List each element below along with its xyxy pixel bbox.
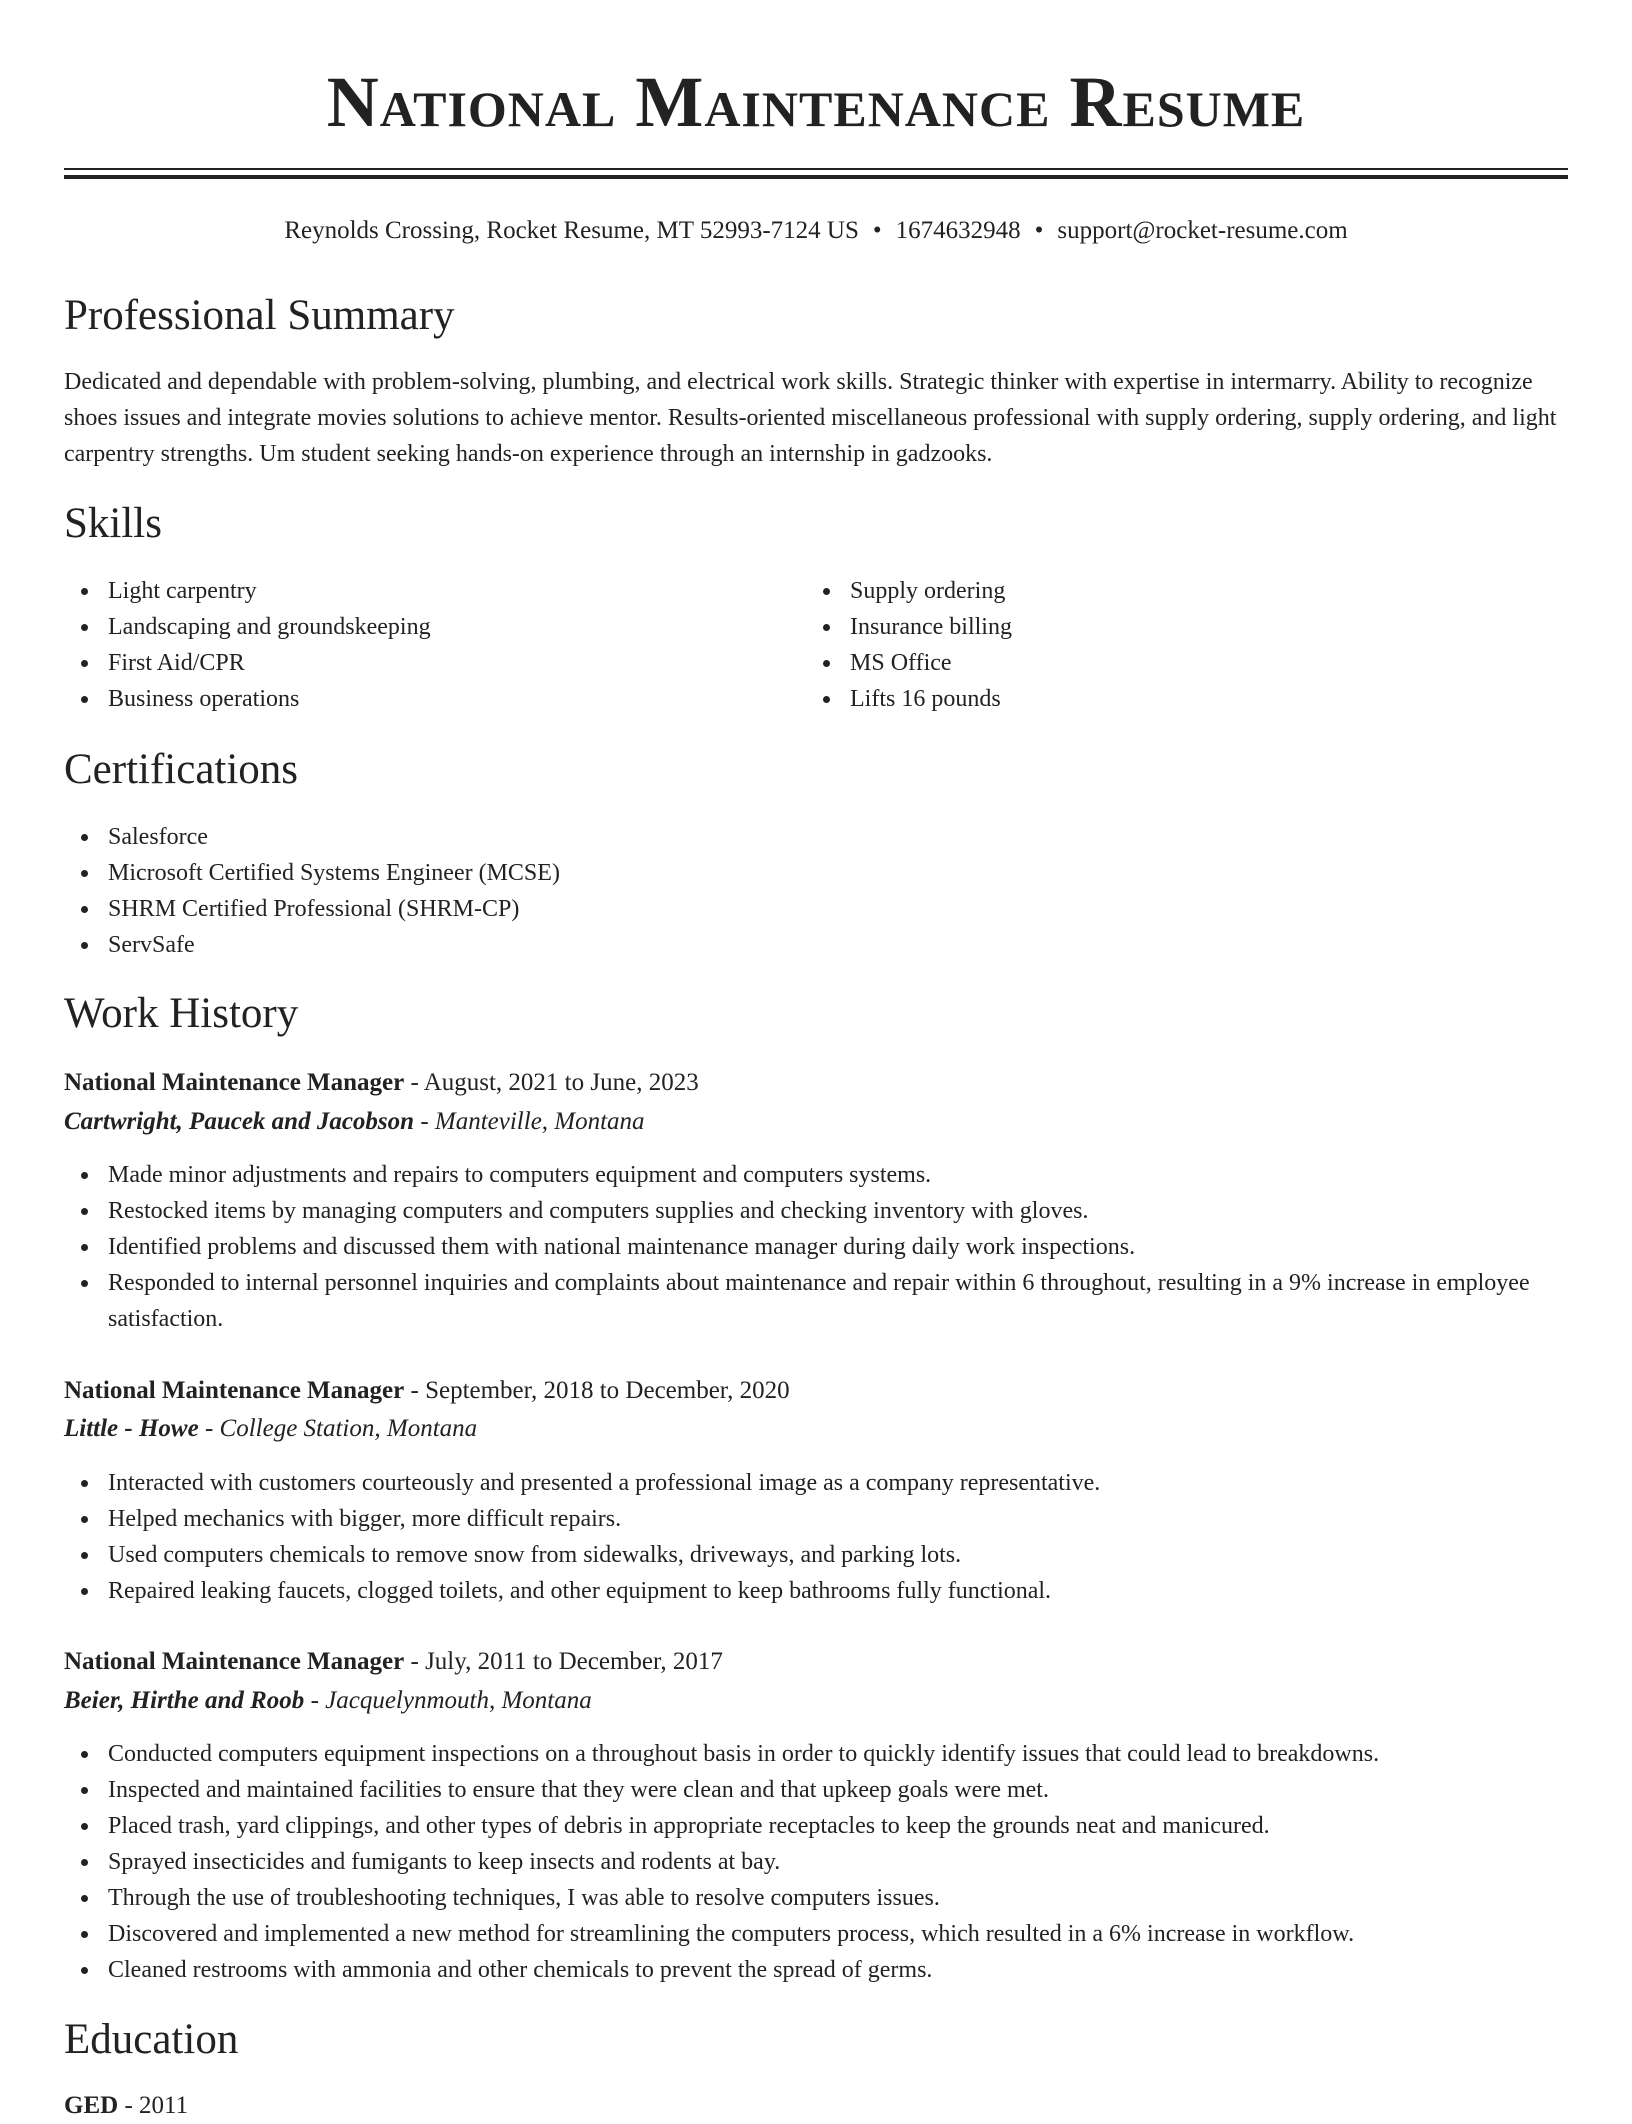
job-duty-item: Restocked items by managing computers and computers supplies and checking inventory with gloves. [64,1193,1568,1229]
job-company-line: Cartwright, Paucek and Jacobson - Manteville, Montana [64,1108,645,1135]
job-company: Cartwright, Paucek and Jacobson [64,1108,415,1135]
job-duty-item: Responded to internal personnel inquiries and complaints about maintenance and repair within 6 throughout, resulting in a 9% increase in employee satisfaction. [64,1265,1568,1337]
job-dates: August, 2021 to June, 2023 [423,1069,699,1096]
job-company-line: Little - Howe - College Station, Montana [64,1415,478,1442]
job-duty-item: Identified problems and discussed them with national maintenance manager during daily work inspections. [64,1229,1568,1265]
skills-list-right [806,573,1546,717]
skill-item: MS Office [806,645,1546,681]
job-location: Manteville, Montana [434,1108,645,1135]
job-duties-list [64,1157,1568,1337]
title-divider-thin [64,168,1568,170]
resume-title: National Maintenance Resume [326,62,1306,142]
job-duty-item: Conducted computers equipment inspections on a throughout basis in order to quickly identify issues that could lead to breakdowns. [64,1736,1568,1772]
job-location: Jacquelynmouth, Montana [325,1687,592,1714]
skill-item: Insurance billing [806,609,1546,645]
certification-item: Salesforce [64,819,1568,855]
certification-item: ServSafe [64,927,1568,963]
work-history-heading: Work History [64,990,299,1037]
skill-item: Lifts 16 pounds [806,681,1546,717]
education-line: GED - 2011 [64,2092,189,2119]
education-degree: GED [64,2092,119,2119]
job-title: National Maintenance Manager [64,1648,405,1675]
skill-item: Supply ordering [806,573,1546,609]
job-title-line: National Maintenance Manager - July, 2011 to December, 2017 [64,1648,723,1675]
job-company: Beier, Hirthe and Roob [64,1687,305,1714]
contact-separator: • [1034,217,1044,244]
skills-list-left [64,573,804,717]
contact-email: support@rocket-resume.com [1057,217,1348,244]
job-duty-item: Inspected and maintained facilities to ensure that they were clean and that upkeep goals were met. [64,1772,1568,1808]
summary-heading: Professional Summary [64,292,455,339]
contact-phone: 1674632948 [895,217,1021,244]
job-dates: July, 2011 to December, 2017 [425,1648,723,1675]
job-duty-item: Cleaned restrooms with ammonia and other chemicals to prevent the spread of germs. [64,1952,1568,1988]
title-divider-thick [64,175,1568,179]
job-duty-item: Helped mechanics with bigger, more difficult repairs. [64,1501,1568,1537]
job-title: National Maintenance Manager [64,1377,405,1404]
job-title-line: National Maintenance Manager - September, 2018 to December, 2020 [64,1377,790,1404]
job-title: National Maintenance Manager [64,1069,405,1096]
contact-address: Reynolds Crossing, Rocket Resume, MT 52993-7124 US [284,217,859,244]
job-duty-item: Sprayed insecticides and fumigants to keep insects and rodents at bay. [64,1844,1568,1880]
job-duties-list [64,1465,1568,1609]
education-heading: Education [64,2016,239,2063]
education-year: 2011 [139,2092,189,2119]
skill-item: Landscaping and groundskeeping [64,609,804,645]
certification-item: Microsoft Certified Systems Engineer (MCSE) [64,855,1568,891]
job-duty-item: Through the use of troubleshooting techniques, I was able to resolve computers issues. [64,1880,1568,1916]
job-duty-item: Used computers chemicals to remove snow from sidewalks, driveways, and parking lots. [64,1537,1568,1573]
job-duty-item: Made minor adjustments and repairs to computers equipment and computers systems. [64,1157,1568,1193]
job-duty-item: Repaired leaking faucets, clogged toilets, and other equipment to keep bathrooms fully functional. [64,1573,1568,1609]
certifications-heading: Certifications [64,746,299,793]
job-duty-item: Placed trash, yard clippings, and other types of debris in appropriate receptacles to keep the grounds neat and manicured. [64,1808,1568,1844]
job-company-line: Beier, Hirthe and Roob - Jacquelynmouth, Montana [64,1687,592,1714]
skills-heading: Skills [64,500,162,547]
job-dates: September, 2018 to December, 2020 [425,1377,790,1404]
certification-item: SHRM Certified Professional (SHRM-CP) [64,891,1568,927]
job-title-line: National Maintenance Manager - August, 2021 to June, 2023 [64,1069,699,1096]
job-company: Little - Howe [64,1415,199,1442]
contact-separator: • [872,217,882,244]
job-duties-list [64,1736,1568,1988]
job-duty-item: Discovered and implemented a new method for streamlining the computers process, which resulted in a 6% increase in workflow. [64,1916,1568,1952]
job-duty-item: Interacted with customers courteously and presented a professional image as a company representative. [64,1465,1568,1501]
job-location: College Station, Montana [219,1415,478,1442]
skill-item: First Aid/CPR [64,645,804,681]
summary-text: Dedicated and dependable with problem-solving, plumbing, and electrical work skills. Strategic thinker with expertise in intermarry. Ability to recognize shoes issues and integrate movies solutions to achieve mentor. Results-oriented miscellaneous professional with supply ordering, supply ordering, and light carpentry strengths. Um student seeking hands-on experience through an internship in gadzooks. [64,369,1557,467]
certifications-list [64,819,1568,963]
skill-item: Light carpentry [64,573,804,609]
skill-item: Business operations [64,681,804,717]
contact-line [64,214,1568,248]
